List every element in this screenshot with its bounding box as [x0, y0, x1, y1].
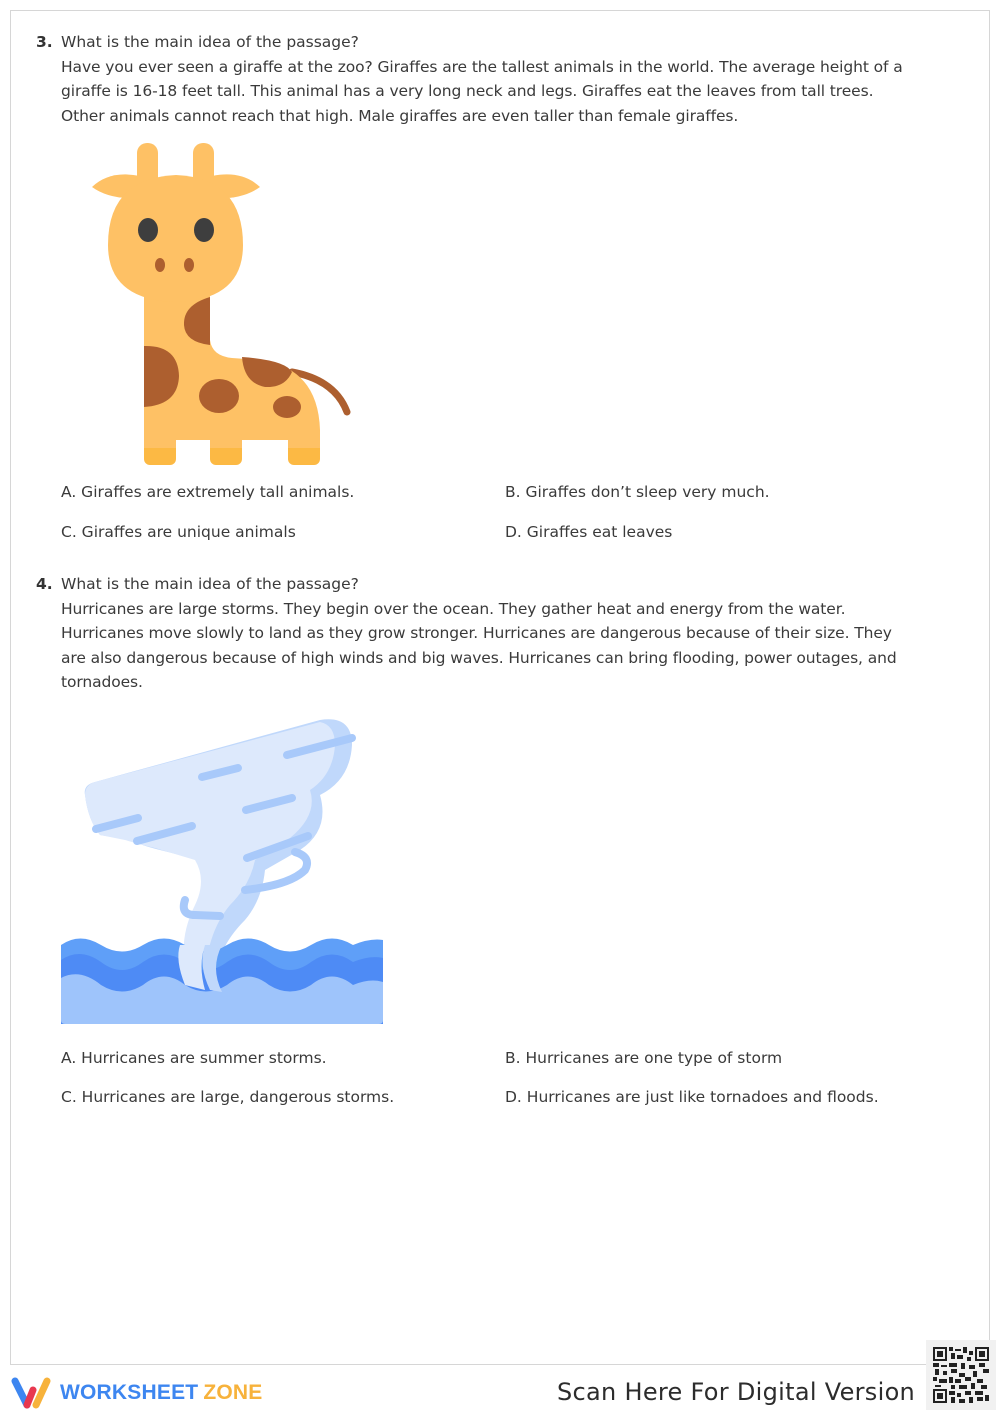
hurricane-icon	[58, 712, 388, 1028]
passage-line: tornadoes.	[61, 673, 143, 691]
question-passage	[61, 597, 946, 695]
question-passage	[61, 55, 946, 129]
scan-here-text: Scan Here For Digital Version	[557, 1378, 916, 1406]
option-a[interactable]: A. Giraffes are extremely tall animals.	[61, 483, 355, 501]
question-prompt: What is the main idea of the passage?	[61, 33, 359, 51]
passage-line: are also dangerous because of high winds and big waves. Hurricanes can bring flooding, power outages, and	[61, 648, 897, 667]
passage-line: Hurricanes are large storms. They begin over the ocean. They gather heat and energy from the water.	[61, 599, 846, 618]
question-number: 3.	[36, 33, 53, 51]
option-b[interactable]: B. Giraffes don’t sleep very much.	[505, 483, 770, 501]
logo-text	[60, 1381, 262, 1405]
logo-word-worksheet: WORKSHEET	[60, 1381, 199, 1404]
qr-code-icon	[933, 1347, 989, 1403]
passage-line: Hurricanes move slowly to land as they grow stronger. Hurricanes are dangerous because of their size. They	[61, 624, 892, 642]
option-c[interactable]: C. Giraffes are unique animals	[61, 523, 296, 541]
logo-w-icon	[10, 1376, 52, 1410]
option-b[interactable]: B. Hurricanes are one type of storm	[505, 1049, 783, 1067]
worksheetzone-logo[interactable]	[10, 1376, 262, 1410]
passage-line: Have you ever seen a giraffe at the zoo? Giraffes are the tallest animals in the world. The average height of a	[61, 57, 903, 76]
logo-word-zone: ZONE	[203, 1381, 263, 1404]
option-d[interactable]: D. Giraffes eat leaves	[505, 523, 673, 541]
passage-line: giraffe is 16-18 feet tall. This animal has a very long neck and legs. Giraffes eat the leaves from tall trees.	[61, 82, 874, 100]
option-a[interactable]: A. Hurricanes are summer storms.	[61, 1049, 327, 1067]
option-d[interactable]: D. Hurricanes are just like tornadoes and floods.	[505, 1088, 879, 1106]
question-prompt: What is the main idea of the passage?	[61, 575, 359, 593]
question-number: 4.	[36, 575, 53, 593]
question-3	[36, 30, 946, 128]
qr-code[interactable]	[926, 1340, 996, 1410]
passage-line: Other animals cannot reach that high. Male giraffes are even taller than female giraffes.	[61, 106, 739, 125]
option-c[interactable]: C. Hurricanes are large, dangerous storms.	[61, 1088, 395, 1106]
question-4	[36, 572, 946, 695]
giraffe-icon	[85, 138, 360, 473]
